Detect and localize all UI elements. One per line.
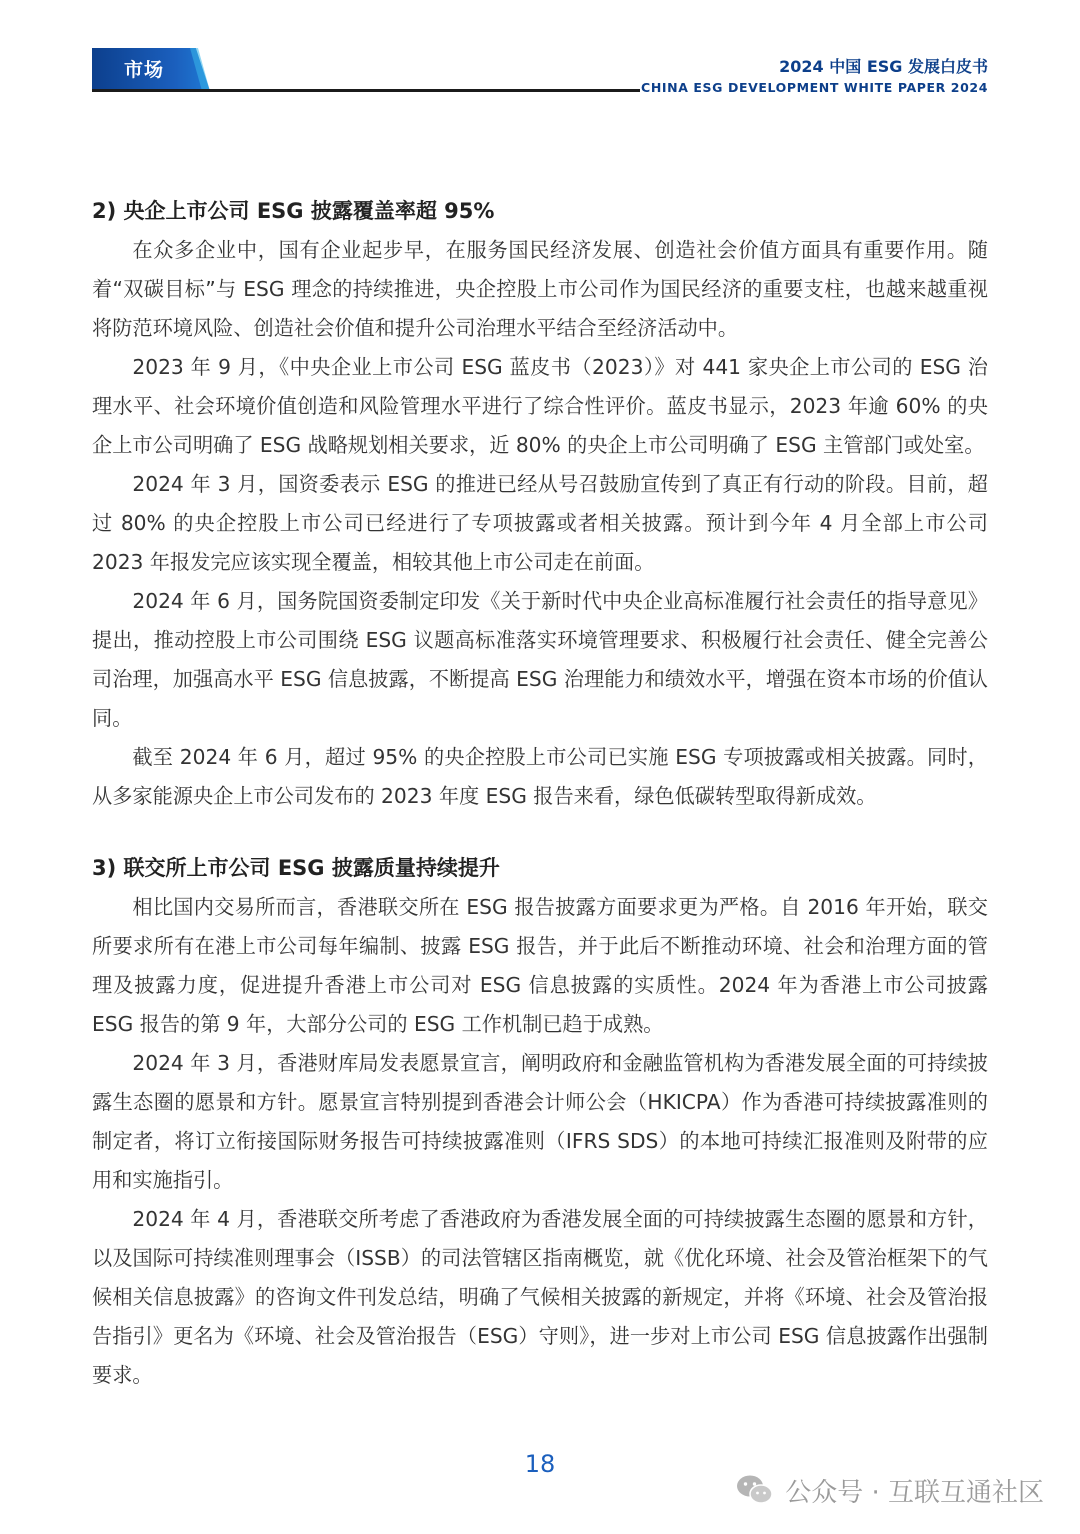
report-title-cn: 2024 中国 ESG 发展白皮书 — [779, 57, 988, 76]
page-number: 18 — [524, 1450, 556, 1478]
wechat-icon — [735, 1473, 775, 1507]
paragraph: 截至 2024 年 6 月，超过 95% 的央企控股上市公司已实施 ESG 专项披露或相关披露。同时，从多家能源央企上市公司发布的 2023 年度 ESG 报告来看，绿色低碳转型取得新成效。 — [92, 745, 988, 808]
paragraph: 2024 年 4 月，香港联交所考虑了香港政府为香港发展全面的可持续披露生态圈的愿景和方针，以及国际可持续准则理事会（ISSB）的司法管辖区指南概览，就《优化环境、社会及管治框架下的气候相关信息披露》的咨询文件刊发总结，明确了气候相关披露的新规定，并将《环境、社会及管治报告指引》更名为《环境、社会及管治报告（ESG）守则》，进一步对上市公司 ESG 信息披露作出强制要求。 — [92, 1207, 988, 1387]
section-heading: 2) 央企上市公司 ESG 披露覆盖率超 95% — [92, 199, 495, 223]
section-heading: 3) 联交所上市公司 ESG 披露质量持续提升 — [92, 856, 500, 880]
paragraph: 2024 年 3 月，国资委表示 ESG 的推进已经从号召鼓励宣传到了真正有行动的阶段。目前，超过 80% 的央企控股上市公司已经进行了专项披露或者相关披露。预计到今年 4 月全部上市公司 2023 年报发完应该实现全覆盖，相较其他上市公司走在前面。 — [92, 472, 988, 574]
paragraph: 在众多企业中，国有企业起步早，在服务国民经济发展、创造社会价值方面具有重要作用。随着“双碳目标”与 ESG 理念的持续推进，央企控股上市公司作为国民经济的重要支柱，也越来越重视将防范环境风险、创造社会价值和提升公司治理水平结合至经济活动中。 — [92, 238, 988, 340]
page-header — [0, 0, 1080, 100]
report-title-en: CHINA ESG DEVELOPMENT WHITE PAPER 2024 — [641, 80, 988, 95]
paragraph: 2023 年 9 月，《中央企业上市公司 ESG 蓝皮书（2023）》对 441 家央企上市公司的 ESG 治理水平、社会环境价值创造和风险管理水平进行了综合性评价。蓝皮书显示，2023 年逾 60% 的央企上市公司明确了 ESG 战略规划相关要求，近 80% 的央企上市公司明确了 ESG 主管部门或处室。 — [92, 355, 988, 457]
section-gap — [92, 816, 988, 849]
page-content — [92, 192, 988, 1395]
header-rule — [92, 89, 640, 92]
section-tab-label: 市场 — [124, 59, 165, 81]
paragraph: 相比国内交易所而言，香港联交所在 ESG 报告披露方面要求更为严格。自 2016 年开始，联交所要求所有在港上市公司每年编制、披露 ESG 报告，并于此后不断推动环境、社会和治理方面的管理及披露力度，促进提升香港上市公司对 ESG 信息披露的实质性。2024 年为香港上市公司披露 ESG 报告的第 9 年，大部分公司的 ESG 工作机制已趋于成熟。 — [92, 895, 988, 1036]
watermark-text: 公众号 · 互联互通社区 — [785, 1477, 1044, 1508]
paragraph: 2024 年 6 月，国务院国资委制定印发《关于新时代中央企业高标准履行社会责任的指导意见》提出，推动控股上市公司围绕 ESG 议题高标准落实环境管理要求、积极履行社会责任、健全完善公司治理，加强高水平 ESG 信息披露，不断提高 ESG 治理能力和绩效水平，增强在资本市场的价值认同。 — [92, 589, 988, 730]
paragraph: 2024 年 3 月，香港财库局发表愿景宣言，阐明政府和金融监管机构为香港发展全面的可持续披露生态圈的愿景和方针。愿景宣言特别提到香港会计师公会（HKICPA）作为香港可持续披露准则的制定者，将订立衔接国际财务报告可持续披露准则（IFRS SDS）的本地可持续汇报准则及附带的应用和实施指引。 — [92, 1051, 988, 1192]
watermark — [735, 1468, 1044, 1512]
